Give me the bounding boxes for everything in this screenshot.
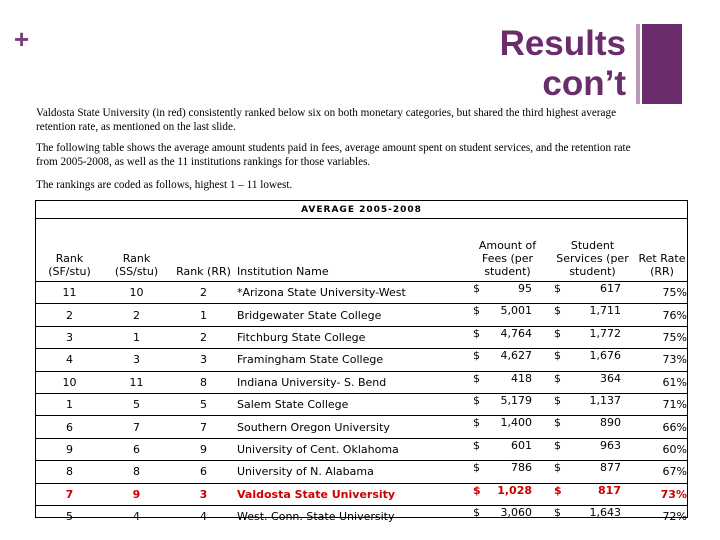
currency-symbol: $ (554, 393, 561, 407)
fees-amount: 786 (511, 461, 532, 475)
cell-rank-rr: 5 (170, 393, 237, 415)
currency-symbol: $ (473, 304, 480, 318)
cell-rank-sf: 4 (36, 349, 103, 371)
fees-amount: 601 (511, 438, 532, 452)
services-amount: 877 (600, 461, 621, 475)
table-row (36, 371, 687, 393)
cell-fees (467, 438, 548, 460)
cell-services (548, 416, 637, 438)
fees-amount: 5,179 (500, 393, 532, 407)
currency-symbol: $ (554, 461, 561, 475)
cell-services (548, 483, 637, 505)
cell-rank-sf: 2 (36, 304, 103, 326)
cell-retention: 73% (637, 483, 687, 505)
currency-symbol: $ (473, 349, 480, 363)
services-amount: 963 (600, 438, 621, 452)
cell-fees (467, 505, 548, 527)
table-header-row (36, 221, 687, 282)
table-row (36, 416, 687, 438)
table-row (36, 483, 687, 505)
header-institution: Institution Name (237, 265, 329, 278)
cell-rank-ss: 10 (103, 282, 170, 304)
cell-institution-name: Bridgewater State College (237, 304, 467, 326)
slide-title (406, 24, 626, 104)
services-amount: 817 (598, 483, 621, 497)
cell-institution-name: Southern Oregon University (237, 416, 467, 438)
table-row (36, 326, 687, 348)
cell-rank-ss: 4 (133, 510, 140, 524)
cell-rank-sf: 1 (36, 393, 103, 415)
cell-rank-sf: 8 (36, 461, 103, 483)
cell-services (548, 371, 637, 393)
cell-retention: 75% (637, 326, 687, 348)
results-table-panel (35, 200, 688, 524)
cell-fees (467, 371, 548, 393)
plus-icon: + (14, 24, 30, 54)
title-accent-bar (642, 24, 682, 104)
cell-rank-rr: 6 (170, 461, 237, 483)
services-amount: 364 (600, 371, 621, 385)
table-row (36, 282, 687, 304)
currency-symbol: $ (554, 505, 561, 519)
cell-fees (467, 416, 548, 438)
cell-rank-ss: 2 (103, 304, 170, 326)
currency-symbol: $ (473, 505, 480, 519)
cell-rank-sf: 3 (36, 326, 103, 348)
table-row (36, 304, 687, 326)
cell-services (548, 461, 637, 483)
fees-amount: 418 (511, 371, 532, 385)
cell-fees (467, 304, 548, 326)
cell-rank-rr: 2 (170, 326, 237, 348)
header-fees: Amount of Fees (per student) (478, 239, 537, 278)
cell-institution-name: Fitchburg State College (237, 326, 467, 348)
title-accent-bar-light (636, 24, 640, 104)
cell-services (548, 393, 637, 415)
services-amount: 1,137 (589, 393, 621, 407)
paragraph-ranking-note: The rankings are coded as follows, highest 1 – 11 lowest. (36, 179, 293, 191)
table-row (36, 505, 687, 527)
cell-fees (467, 349, 548, 371)
currency-symbol: $ (554, 304, 561, 318)
cell-rank-rr: 4 (200, 510, 207, 524)
cell-rank-ss: 8 (103, 461, 170, 483)
cell-institution-name: Salem State College (237, 393, 467, 415)
currency-symbol: $ (473, 483, 481, 497)
cell-institution-name: Valdosta State University (237, 483, 467, 505)
currency-symbol: $ (473, 461, 480, 475)
header-services: Student Services (per student) (556, 239, 629, 278)
cell-services (548, 505, 637, 527)
cell-services (548, 438, 637, 460)
currency-symbol: $ (473, 371, 480, 385)
currency-symbol: $ (473, 416, 480, 430)
services-amount: 617 (600, 282, 621, 295)
cell-rank-sf: 6 (36, 416, 103, 438)
cell-rank-rr: 7 (170, 416, 237, 438)
cell-rank-sf: 11 (36, 282, 103, 304)
fees-amount: 3,060 (500, 505, 532, 519)
currency-symbol: $ (554, 326, 561, 340)
cell-institution-name: Indiana University- S. Bend (237, 371, 467, 393)
cell-rank-rr: 3 (170, 483, 237, 505)
cell-services (548, 326, 637, 348)
cell-fees (467, 393, 548, 415)
fees-amount: 95 (518, 282, 532, 295)
cell-retention: 67% (637, 461, 687, 483)
cell-fees (467, 483, 548, 505)
table-row (36, 349, 687, 371)
fees-amount: 1,028 (497, 483, 532, 497)
fees-amount: 4,627 (500, 349, 532, 363)
currency-symbol: $ (554, 416, 561, 430)
cell-rank-ss: 6 (103, 438, 170, 460)
fees-amount: 1,400 (500, 416, 532, 430)
currency-symbol: $ (554, 438, 561, 452)
cell-rank-sf: 5 (66, 510, 73, 524)
currency-symbol: $ (554, 371, 561, 385)
cell-services (548, 282, 637, 304)
cell-retention: 60% (637, 438, 687, 460)
results-table (36, 221, 687, 527)
cell-retention: 61% (637, 371, 687, 393)
currency-symbol: $ (473, 282, 480, 295)
cell-rank-rr: 2 (170, 282, 237, 304)
header-rank-sf: Rank (SF/stu) (48, 252, 91, 278)
cell-institution-name: University of N. Alabama (237, 461, 467, 483)
title-line-2: con’t (542, 64, 626, 103)
table-row (36, 461, 687, 483)
cell-rank-ss: 11 (103, 371, 170, 393)
services-amount: 1,772 (589, 326, 621, 340)
header-retention: Ret Rate (RR) (638, 252, 686, 278)
paragraph-summary: Valdosta State University (in red) consistently ranked below six on both monetary categories, but shared the third highest average retention rate, as mentioned on the last slide. (36, 107, 617, 133)
cell-fees (467, 282, 548, 304)
cell-rank-ss: 9 (103, 483, 170, 505)
cell-services (548, 304, 637, 326)
header-rank-rr: Rank (RR) (176, 265, 231, 278)
table-row (36, 438, 687, 460)
cell-rank-rr: 9 (170, 438, 237, 460)
header-rank-ss: Rank (SS/stu) (114, 252, 159, 278)
cell-rank-rr: 3 (170, 349, 237, 371)
currency-symbol: $ (473, 393, 480, 407)
fees-amount: 5,001 (500, 304, 532, 318)
cell-retention: 75% (637, 282, 687, 304)
table-row (36, 393, 687, 415)
currency-symbol: $ (473, 438, 480, 452)
cell-rank-rr: 1 (170, 304, 237, 326)
cell-institution-name: University of Cent. Oklahoma (237, 438, 467, 460)
fees-amount: 4,764 (500, 326, 532, 340)
cell-rank-sf: 7 (36, 483, 103, 505)
cell-retention: 73% (637, 349, 687, 371)
currency-symbol: $ (554, 282, 561, 295)
cell-services (548, 349, 637, 371)
cell-rank-ss: 7 (103, 416, 170, 438)
cell-fees (467, 461, 548, 483)
cell-institution-name: West. Conn. State University (237, 510, 395, 524)
services-amount: 1,643 (589, 505, 621, 519)
cell-retention: 76% (637, 304, 687, 326)
cell-rank-ss: 1 (103, 326, 170, 348)
cell-rank-ss: 3 (103, 349, 170, 371)
cell-institution-name: Framingham State College (237, 349, 467, 371)
cell-institution-name: *Arizona State University-West (237, 282, 467, 304)
cell-rank-sf: 10 (36, 371, 103, 393)
currency-symbol: $ (554, 483, 562, 497)
cell-fees (467, 326, 548, 348)
services-amount: 1,711 (589, 304, 621, 318)
title-line-1: Results (499, 24, 626, 63)
table-banner: AVERAGE 2005-2008 (36, 201, 687, 219)
cell-retention: 71% (637, 393, 687, 415)
cell-rank-rr: 8 (170, 371, 237, 393)
currency-symbol: $ (554, 349, 561, 363)
services-amount: 1,676 (589, 349, 621, 363)
cell-retention: 72% (662, 510, 687, 524)
currency-symbol: $ (473, 326, 480, 340)
cell-rank-sf: 9 (36, 438, 103, 460)
cell-rank-ss: 5 (103, 393, 170, 415)
paragraph-table-description: The following table shows the average amount students paid in fees, average amount spent on student services, and the retention rate from 2005-2008, as well as the 11 institutions rankings for those variables. (36, 142, 631, 168)
services-amount: 890 (600, 416, 621, 430)
cell-retention: 66% (637, 416, 687, 438)
